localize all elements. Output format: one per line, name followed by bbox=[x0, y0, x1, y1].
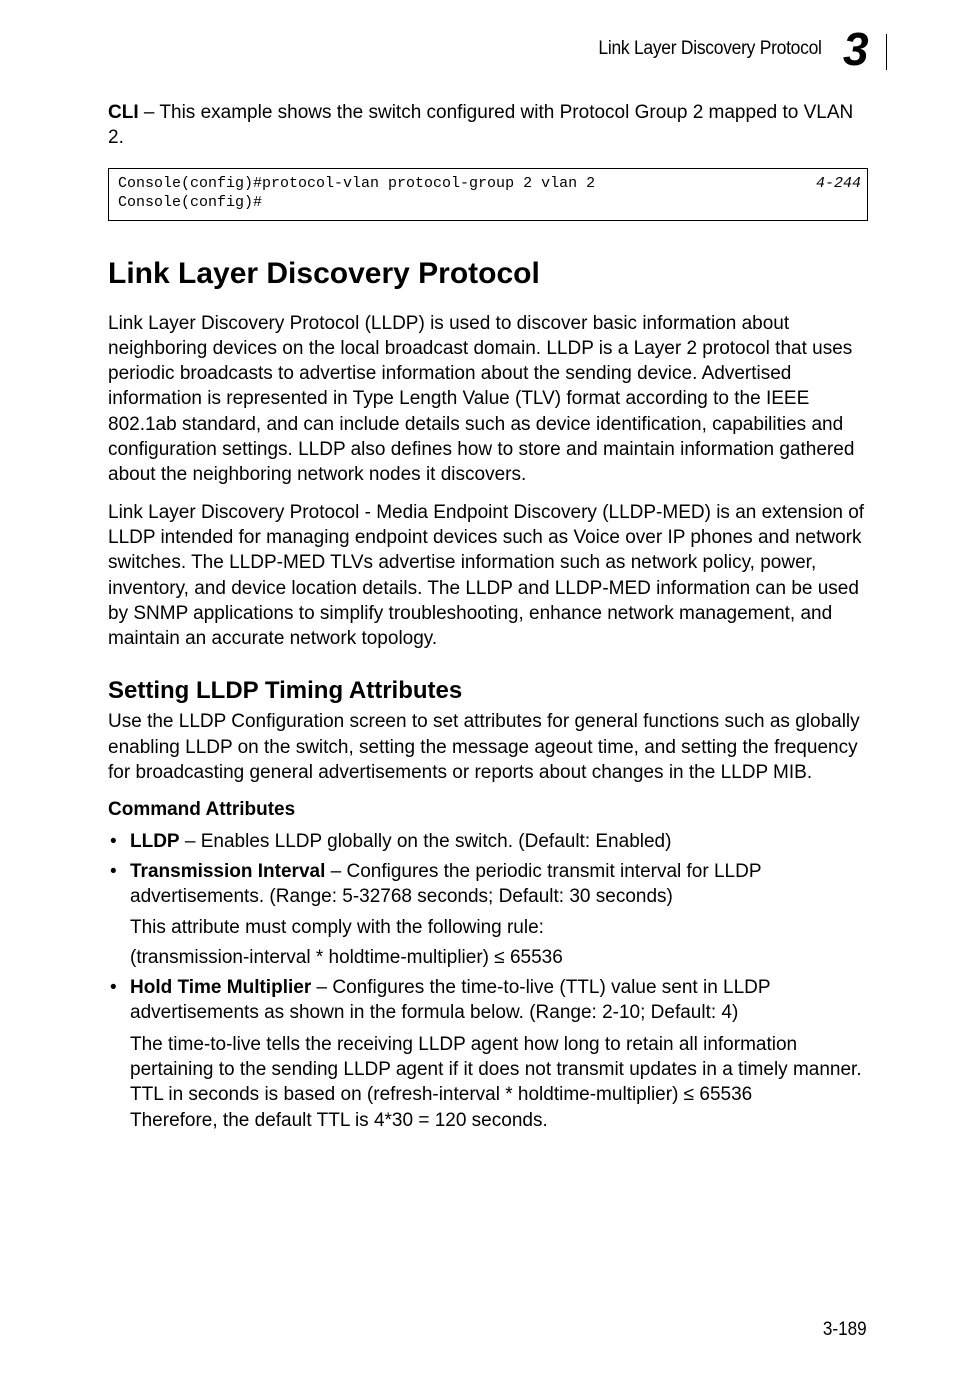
chapter-number: 3 bbox=[843, 23, 869, 75]
chapter-divider bbox=[886, 34, 887, 70]
page-content bbox=[108, 100, 868, 1138]
section-title: Link Layer Discovery Protocol bbox=[108, 256, 540, 290]
running-header-title: Link Layer Discovery Protocol bbox=[598, 38, 822, 59]
attributes-heading: Command Attributes bbox=[108, 799, 296, 821]
attribute-item-hold-time-multiplier bbox=[108, 975, 868, 1133]
cli-line-1 bbox=[118, 174, 861, 194]
attribute-term: Hold Time Multiplier bbox=[130, 977, 312, 999]
bullet-icon: • bbox=[110, 860, 117, 882]
cli-command: Console(config)#protocol-vlan protocol-group 2 vlan 2 bbox=[118, 174, 596, 192]
cli-prompt: Console(config)# bbox=[118, 194, 263, 212]
attribute-description: – Configures the periodic transmit interval for LLDP advertisements. (Range: 5-32768 seconds; Default: 30 seconds) bbox=[130, 860, 762, 908]
attribute-note-default: Therefore, the default TTL is 4*30 = 120 seconds. bbox=[130, 1109, 548, 1131]
section-paragraph-2: Link Layer Discovery Protocol - Media Endpoint Discovery (LLDP-MED) is an extension of LLDP intended for managing endpoint devices such as Voice over IP phones and network switches. The LLDP-MED TLVs advertise information such as network policy, power, inventory, and device location details. The LLDP and LLDP-MED information can be used by SNMP applications to simplify troubleshooting, enhance network management, and maintain an accurate network topology. bbox=[108, 501, 865, 650]
subsection-title: Setting LLDP Timing Attributes bbox=[108, 677, 463, 705]
bullet-icon: • bbox=[110, 977, 117, 999]
cli-intro-text: – This example shows the switch configured with Protocol Group 2 mapped to VLAN 2. bbox=[108, 102, 854, 149]
attribute-description: – Enables LLDP globally on the switch. (Default: Enabled) bbox=[179, 830, 672, 852]
attribute-item-lldp bbox=[108, 829, 868, 854]
attribute-term: LLDP bbox=[130, 830, 180, 852]
attribute-formula: (transmission-interval * holdtime-multiplier) ≤ 65536 bbox=[130, 946, 563, 968]
subsection-paragraph: Use the LLDP Configuration screen to set attributes for general functions such as globally enabling LLDP on the switch, setting the message ageout time, and setting the frequency for broadcasting general advertisements or reports about changes in the LLDP MIB. bbox=[108, 711, 860, 784]
cli-label: CLI bbox=[108, 102, 139, 123]
attribute-note: This attribute must comply with the following rule: bbox=[130, 916, 544, 938]
attribute-note: The time-to-live tells the receiving LLDP agent how long to retain all information pertaining to the sending LLDP agent if it does not transmit updates in a timely manner. TTL in seconds is based on (refresh-interval * holdtime-multiplier) ≤ 65536 bbox=[130, 1033, 862, 1106]
cli-reference: 4-244 bbox=[815, 174, 861, 192]
bullet-icon: • bbox=[110, 830, 117, 852]
cli-line-2 bbox=[118, 193, 861, 213]
section-paragraph-1: Link Layer Discovery Protocol (LLDP) is used to discover basic information about neighboring devices on the local broadcast domain. LLDP is a Layer 2 protocol that uses periodic broadcasts to advertise information about the sending device. Advertised information is represented in Type Length Value (TLV) format according to the IEEE 802.1ab standard, and can include details such as device identification, capabilities and configuration settings. LLDP also defines how to store and maintain information gathered about the neighboring network nodes it discovers. bbox=[108, 312, 855, 486]
attribute-term: Transmission Interval bbox=[130, 860, 326, 882]
attributes-list bbox=[108, 829, 868, 1133]
attribute-description: – Configures the time-to-live (TTL) value sent in LLDP advertisements as shown in the formula below. (Range: 2-10; Default: 4) bbox=[130, 977, 771, 1024]
attribute-item-transmission-interval bbox=[108, 859, 868, 970]
cli-example-box bbox=[108, 168, 868, 221]
cli-intro-paragraph bbox=[108, 100, 868, 151]
page-number: 3-189 bbox=[823, 1319, 867, 1340]
